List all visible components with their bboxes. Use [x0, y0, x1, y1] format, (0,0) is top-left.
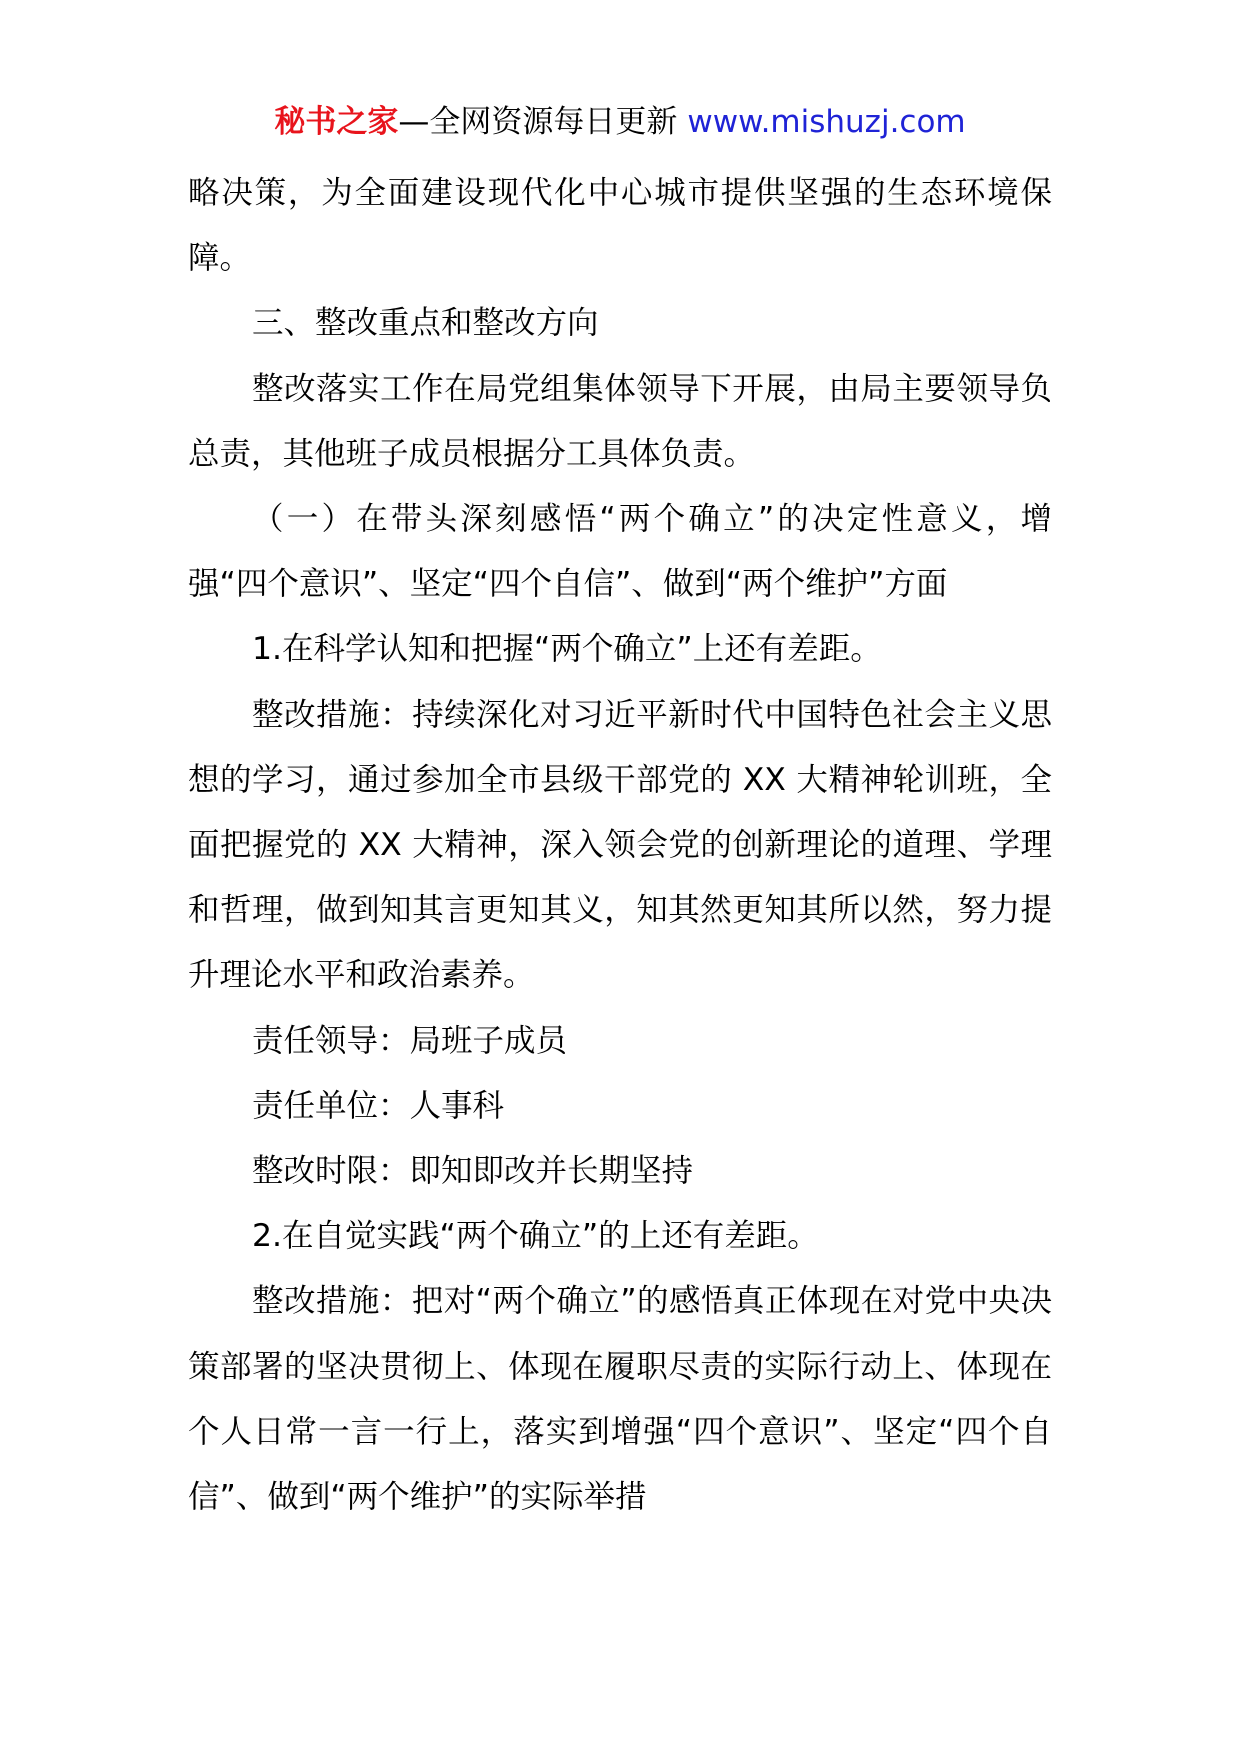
- paragraph-continuation: 略决策，为全面建设现代化中心城市提供坚强的生态环境保障。: [188, 175, 1052, 277]
- brand-name: 秘书之家: [274, 104, 399, 140]
- responsible-unit: 责任单位：人事科: [252, 1087, 505, 1124]
- site-header: [0, 100, 1240, 144]
- section-heading: 三、整改重点和整改方向: [252, 305, 599, 342]
- measures-paragraph: 整改措施：把对“两个确立”的感悟真正体现在对党中央决策部署的坚决贯彻上、体现在履职尽责的实际行动上、体现在个人日常一言一行上，落实到增强“四个意识”、坚定“四个自信”、做到“两个维护”的实际举措: [188, 1283, 1052, 1516]
- measures-paragraph: 整改措施：持续深化对习近平新时代中国特色社会主义思想的学习，通过参加全市县级干部党的 XX 大精神轮训班，全面把握党的 XX 大精神，深入领会党的创新理论的道理、学理和哲理，做到知其言更知其义，知其然更知其所以然，努力提升理论水平和政治素养。: [188, 696, 1052, 994]
- deadline: 整改时限：即知即改并长期坚持: [252, 1153, 694, 1190]
- header-tagline: —全网资源每日更新: [398, 104, 678, 140]
- site-url-link[interactable]: www.mishuzj.com: [687, 104, 966, 140]
- subsection-heading: （一）在带头深刻感悟“两个确立”的决定性意义，增强“四个意识”、坚定“四个自信”、做到“两个维护”方面: [188, 501, 1052, 603]
- item-heading: 1.在科学认知和把握“两个确立”上还有差距。: [252, 631, 882, 668]
- document-body: [188, 161, 1052, 1530]
- item-heading: 2.在自觉实践“两个确立”的上还有差距。: [252, 1218, 819, 1255]
- responsible-leader: 责任领导：局班子成员: [252, 1022, 568, 1059]
- paragraph: 整改落实工作在局党组集体领导下开展，由局主要领导负总责，其他班子成员根据分工具体负责。: [188, 370, 1052, 472]
